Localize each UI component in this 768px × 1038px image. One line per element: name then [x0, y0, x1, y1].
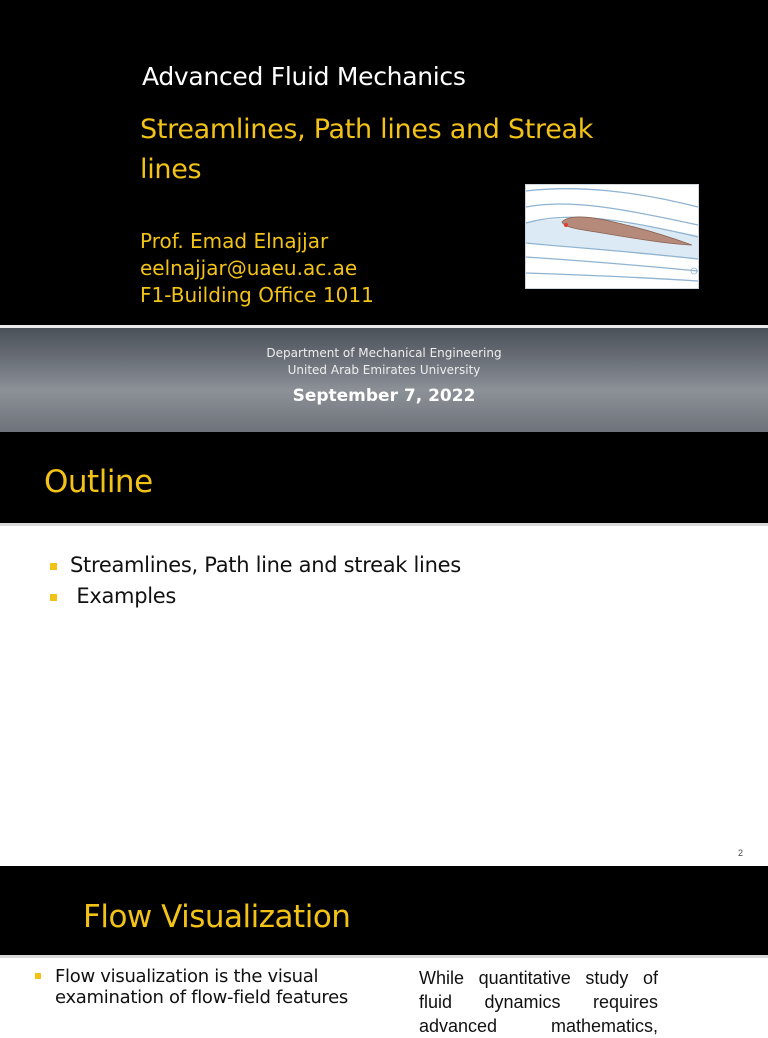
outline-slide: [0, 432, 768, 866]
office-location: F1-Building Office 1011: [140, 283, 374, 307]
airfoil-streamline-image: [525, 184, 699, 289]
divider-line: [0, 955, 768, 958]
professor-email: eelnajjar@uaeu.ac.ae: [140, 256, 358, 280]
list-item-text: Flow visualization is the visual examination of flow-field features: [55, 966, 348, 1008]
instructor-info: [140, 228, 374, 309]
slide-header: [0, 866, 768, 955]
slide-title: Flow Visualization: [83, 899, 351, 935]
list-item-text: Streamlines, Path line and streak lines: [70, 553, 461, 577]
slide-title: Outline: [44, 464, 153, 500]
slide-header: [0, 432, 768, 523]
department-name: Department of Mechanical Engineering: [266, 346, 502, 360]
footer-band: [0, 328, 768, 432]
list-item: [35, 966, 365, 1008]
page-number: 2: [738, 848, 744, 858]
professor-name: Prof. Emad Elnajjar: [140, 229, 329, 253]
department-block: [0, 345, 768, 379]
lecture-title: Streamlines, Path lines and Streak lines: [140, 114, 594, 185]
bullet-square-icon: [35, 973, 41, 979]
divider-line: [0, 523, 768, 526]
lecture-date: September 7, 2022: [292, 386, 476, 406]
bullet-square-icon: [50, 594, 57, 601]
university-name: United Arab Emirates University: [287, 363, 481, 377]
body-paragraph: While quantitative study of fluid dynamics requires advanced mathematics,: [419, 968, 658, 1036]
list-item-text: Examples: [70, 584, 177, 608]
title-slide: [0, 0, 768, 432]
course-name: Advanced Fluid Mechanics: [142, 62, 466, 91]
flow-visualization-slide: [0, 866, 768, 1036]
bullet-square-icon: [50, 563, 57, 570]
